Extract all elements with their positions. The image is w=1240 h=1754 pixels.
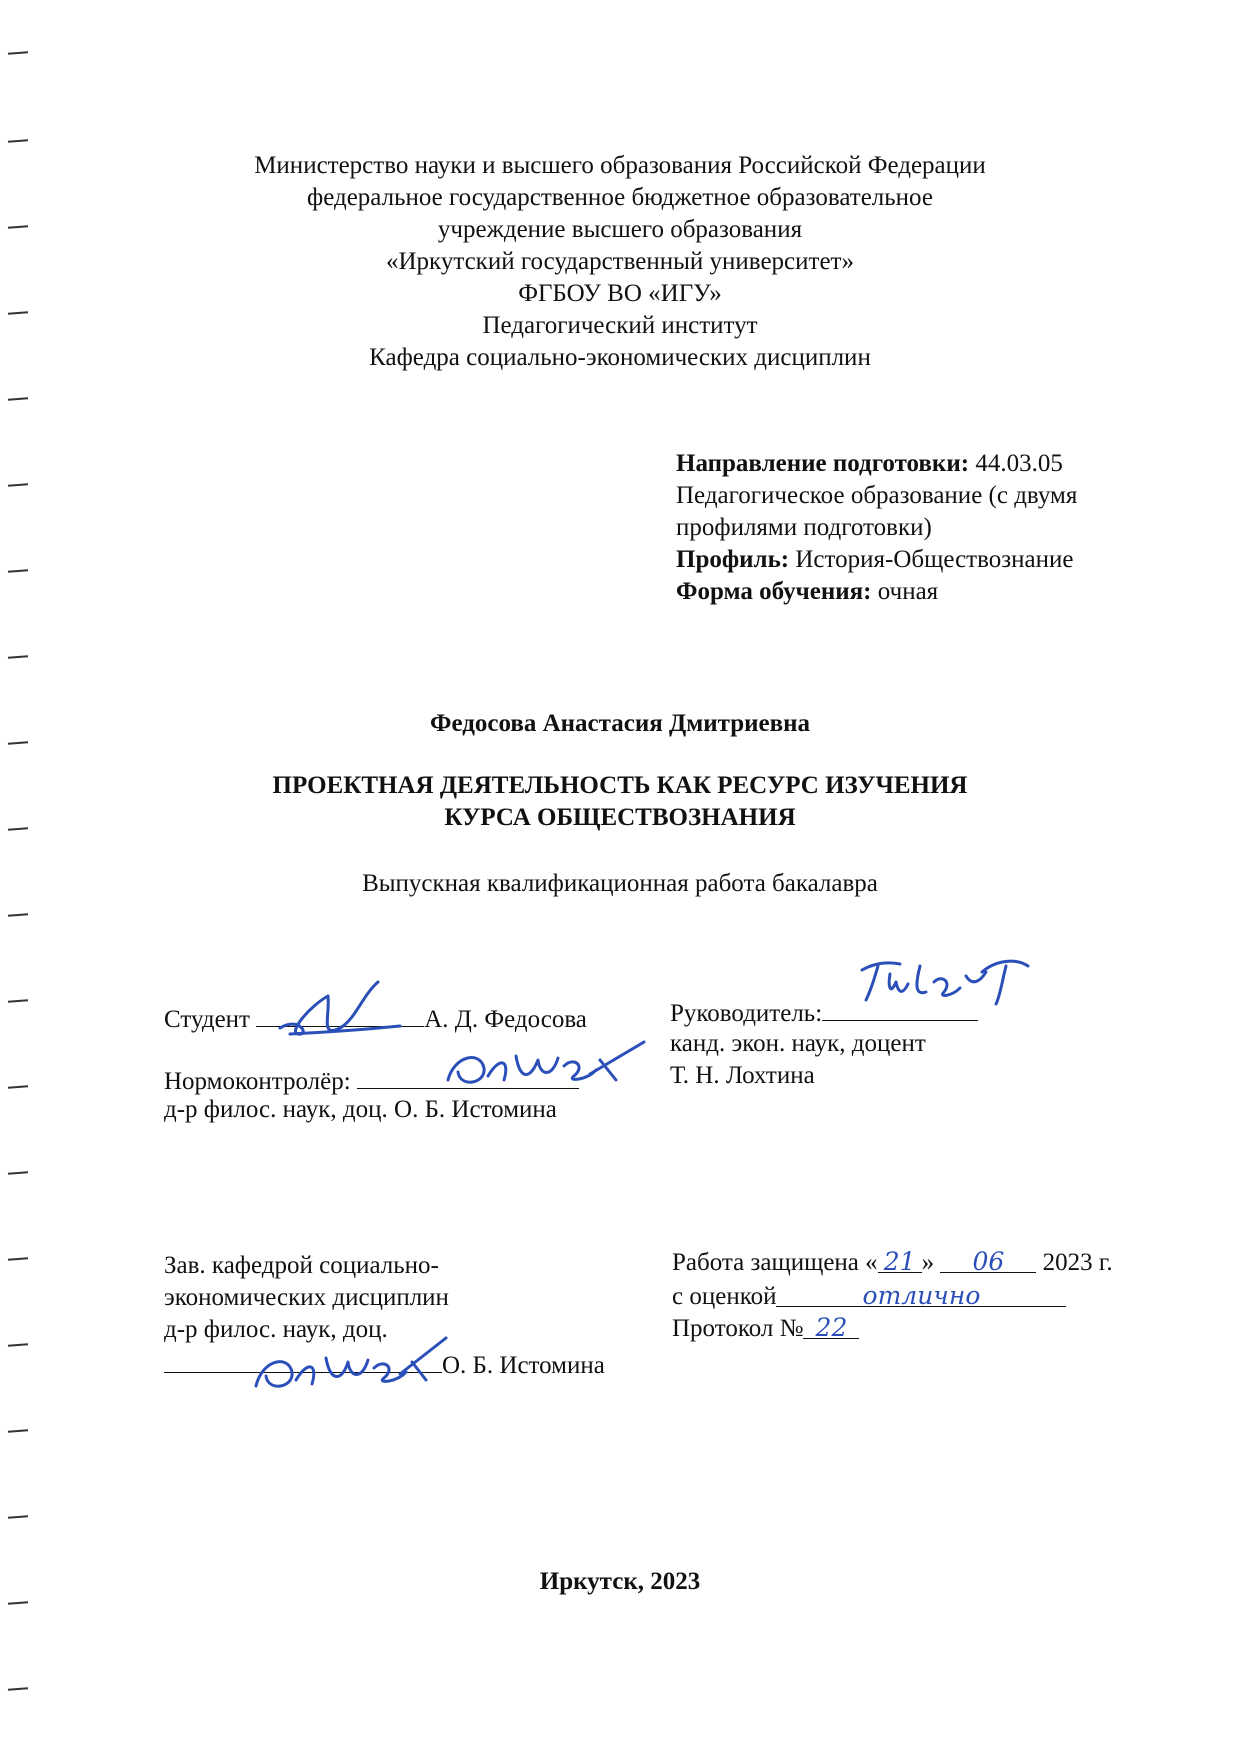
head-title-cont: экономических дисциплин <box>164 1284 449 1311</box>
thesis-title <box>0 770 1240 834</box>
norm-title: д-р филос. наук, доц. О. Б. Истомина <box>164 1096 557 1123</box>
defense-quote: » <box>921 1249 935 1276</box>
defense-row <box>672 1246 1113 1279</box>
header-line: Педагогический институт <box>482 312 758 339</box>
defense-label: Работа защищена « <box>672 1249 878 1276</box>
supervisor-label: Руководитель: <box>670 1000 823 1027</box>
title-line: КУРСА ОБЩЕСТВОЗНАНИЯ <box>444 804 796 831</box>
supervisor-signature <box>856 952 1036 1012</box>
title-line: ПРОЕКТНАЯ ДЕЯТЕЛЬНОСТЬ КАК РЕСУРС ИЗУЧЕНИЯ <box>272 772 968 799</box>
form-value: очная <box>877 578 939 605</box>
protocol-number: 22 <box>803 1312 859 1339</box>
grade-label: с оценкой <box>672 1283 777 1310</box>
grade-row <box>672 1280 1066 1313</box>
head-degree: д-р филос. наук, доц. <box>164 1316 388 1343</box>
header-line: учреждение высшего образования <box>437 216 803 243</box>
defense-day: 21 <box>878 1246 922 1273</box>
norm-label: Нормоконтролёр: <box>164 1068 351 1095</box>
header-line: Кафедра социально-экономических дисциплин <box>369 344 871 371</box>
direction-code: 44.03.05 <box>975 450 1063 477</box>
head-name: О. Б. Истомина <box>442 1352 605 1379</box>
author-name: Федосова Анастасия Дмитриевна <box>429 710 811 737</box>
profile-value: История-Обществознание <box>795 546 1074 573</box>
work-type: Выпускная квалификационная работа бакалавра <box>362 870 878 897</box>
grade-value: отлично <box>776 1280 1066 1307</box>
student-name: А. Д. Федосова <box>424 1006 587 1033</box>
supervisor-degree: канд. экон. наук, доцент <box>670 1030 926 1057</box>
student-label: Студент <box>164 1006 250 1033</box>
direction-name-cont: профилями подготовки) <box>676 514 932 541</box>
program-block <box>676 448 1077 608</box>
institution-header <box>0 150 1240 374</box>
form-label: Форма обучения: <box>676 578 872 605</box>
protocol-label: Протокол № <box>672 1315 804 1342</box>
header-line: ФГБОУ ВО «ИГУ» <box>518 280 722 307</box>
direction-label: Направление подготовки: <box>676 450 970 477</box>
head-signature <box>250 1330 450 1396</box>
header-line: Министерство науки и высшего образования Российской Федерации <box>254 152 986 179</box>
header-line: федеральное государственное бюджетное образовательное <box>307 184 933 211</box>
defense-year: 2023 г. <box>1042 1249 1113 1276</box>
defense-month: 06 <box>940 1246 1036 1273</box>
city-year: Иркутск, 2023 <box>539 1568 701 1595</box>
header-line: «Иркутский государственный университет» <box>386 248 854 275</box>
protocol-row <box>672 1312 859 1345</box>
head-title: Зав. кафедрой социально- <box>164 1252 439 1279</box>
supervisor-name: Т. Н. Лохтина <box>670 1062 815 1089</box>
profile-label: Профиль: <box>676 546 790 573</box>
direction-name: Педагогическое образование (с двумя <box>676 482 1078 509</box>
norm-signature <box>440 1036 650 1096</box>
student-signature <box>270 976 410 1046</box>
